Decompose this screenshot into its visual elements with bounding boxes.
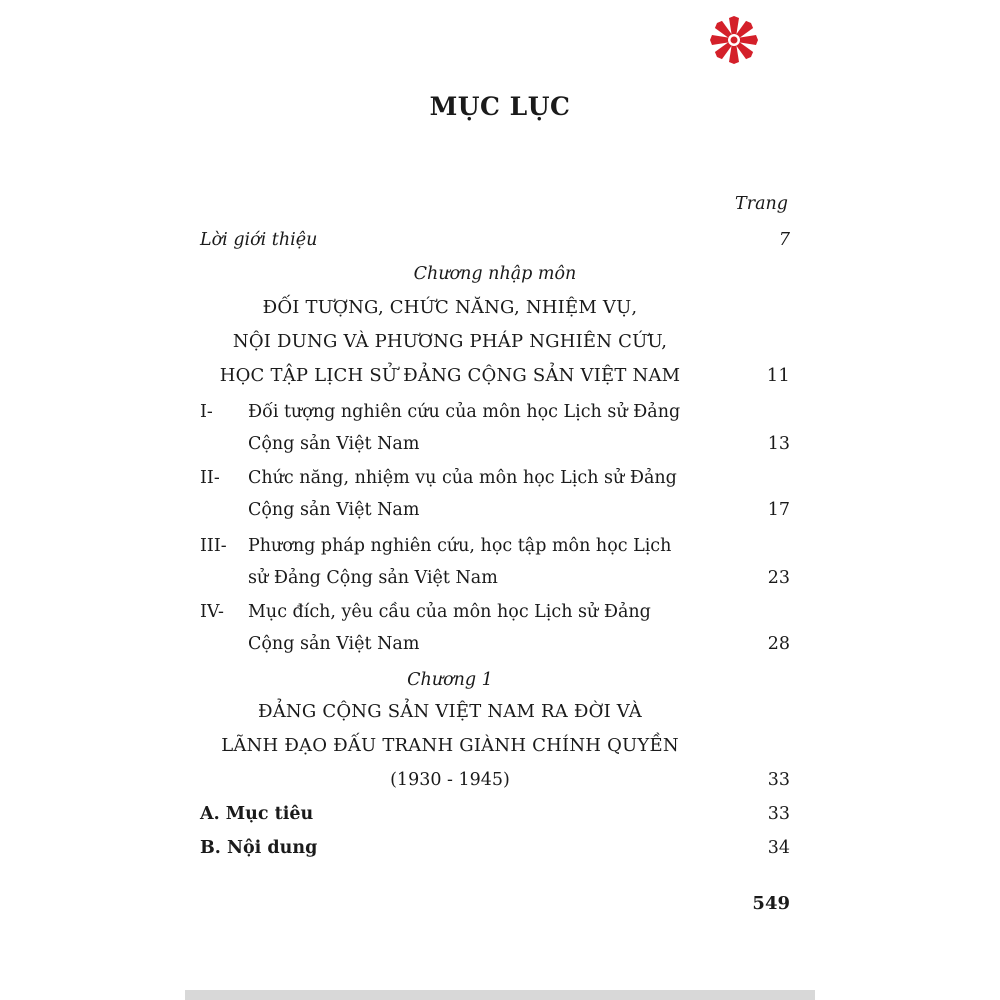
chapter-years: (1930 - 1945) xyxy=(390,770,510,790)
publisher-logo-icon xyxy=(708,14,760,66)
chapter-label-intro: Chương nhập môn xyxy=(413,264,577,284)
page-column-label: Trang xyxy=(735,194,788,214)
page-edge-shadow xyxy=(185,990,815,1000)
toc-page-number: 11 xyxy=(766,365,790,386)
toc-item-text: Cộng sản Việt Nam xyxy=(248,634,420,654)
toc-page-number: 34 xyxy=(767,838,790,858)
toc-page-number: 33 xyxy=(767,770,790,790)
toc-item-text: Đối tượng nghiên cứu của môn học Lịch sử Đảng xyxy=(248,402,681,422)
toc-entry-text: Lời giới thiệu xyxy=(200,230,318,250)
toc-section-text: B. Nội dung xyxy=(200,838,318,858)
toc-item-text: Cộng sản Việt Nam xyxy=(248,500,420,520)
toc-entry-loi-gioi-thieu[interactable] xyxy=(200,228,790,252)
toc-item-text: Mục đích, yêu cầu của môn học Lịch sử Đảng xyxy=(248,602,651,622)
toc-item-text: Cộng sản Việt Nam xyxy=(248,434,420,454)
chapter-heading-line: ĐẢNG CỘNG SẢN VIỆT NAM RA ĐỜI VÀ xyxy=(257,701,642,722)
chapter-heading-line: LÃNH ĐẠO ĐẤU TRANH GIÀNH CHÍNH QUYỀN xyxy=(221,735,679,756)
toc-item-number: IV- xyxy=(200,602,224,622)
chapter-heading-line: ĐỐI TƯỢNG, CHỨC NĂNG, NHIỆM VỤ, xyxy=(262,297,638,318)
toc-section-text: A. Mục tiêu xyxy=(200,804,314,824)
toc-item-text: Chức năng, nhiệm vụ của môn học Lịch sử Đảng xyxy=(248,468,677,488)
toc-page-number: 23 xyxy=(767,568,790,588)
toc-page-number: 13 xyxy=(767,434,790,454)
toc-item-number: I- xyxy=(200,402,213,422)
page-folio-number: 549 xyxy=(752,893,790,914)
toc-item-text: sử Đảng Cộng sản Việt Nam xyxy=(248,568,498,588)
toc-page-number: 7 xyxy=(778,230,790,250)
chapter-heading-line: HỌC TẬP LỊCH SỬ ĐẢNG CỘNG SẢN VIỆT NAM xyxy=(219,365,681,386)
toc-page-number: 28 xyxy=(767,634,790,654)
page-title: MỤC LỤC xyxy=(429,92,571,121)
toc-item-number: II- xyxy=(200,468,220,488)
toc-item-number: III- xyxy=(200,536,227,556)
chapter-label-1: Chương 1 xyxy=(407,670,493,690)
toc-item-text: Phương pháp nghiên cứu, học tập môn học Lịch xyxy=(248,536,672,556)
chapter-heading-line: NỘI DUNG VÀ PHƯƠNG PHÁP NGHIÊN CỨU, xyxy=(232,331,668,352)
toc-page-number: 33 xyxy=(767,804,790,824)
toc-page-number: 17 xyxy=(767,500,790,520)
